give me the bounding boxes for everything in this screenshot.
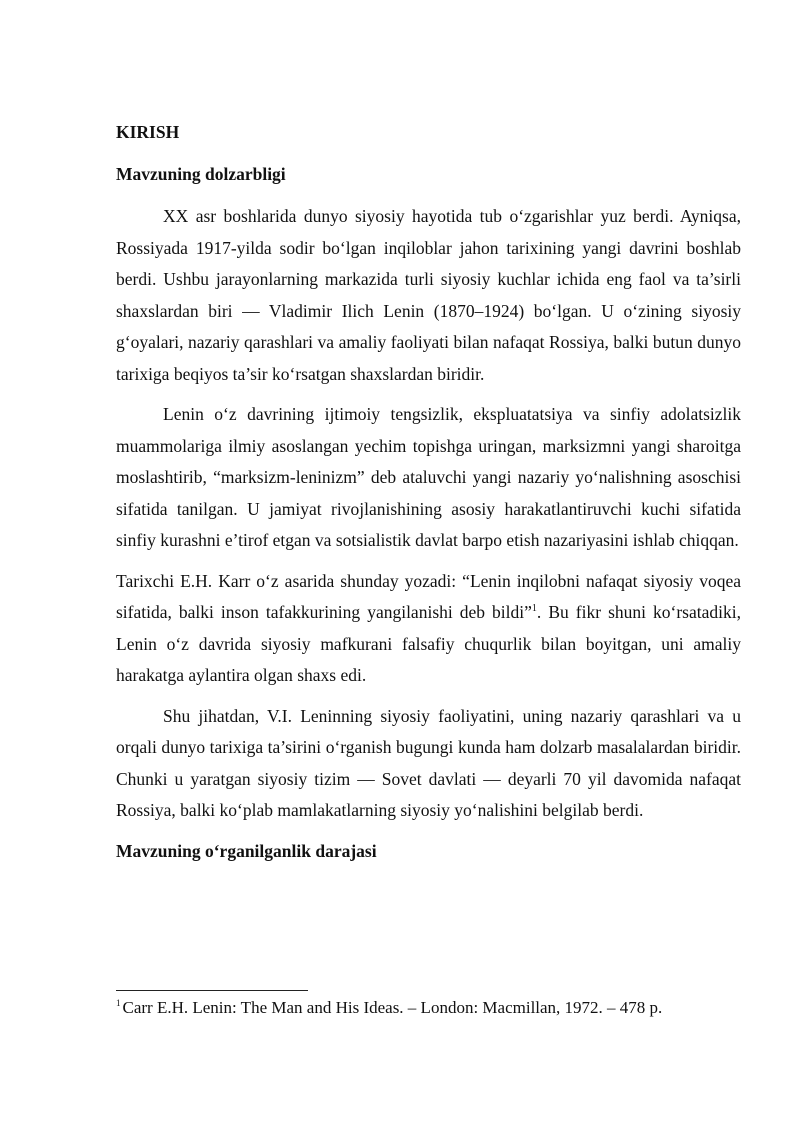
footnote-divider: [116, 990, 308, 991]
section-heading-relevance: Mavzuning dolzarbligi: [116, 164, 286, 184]
paragraph-3-text-after: . Bu fikr shuni ko‘rsatadiki, Lenin o‘z davrida siyosiy mafkurani falsafiy chuqurlik bilan boyitgan, uni amaliy harakatga aylantira olgan shaxs edi.: [116, 602, 741, 685]
section-heading-study-level: Mavzuning o‘rganilganlik darajasi: [116, 840, 377, 861]
page-body: [116, 117, 741, 867]
paragraph-3-text-before: Tarixchi E.H. Karr o‘z asarida shunday yozadi: “Lenin inqilobni nafaqat siyosiy voqea sifatida, balki inson tafakkurining yangilanishi deb bildi”: [116, 570, 741, 622]
paragraph-3: [116, 566, 741, 692]
footnote-reference[interactable]: 1: [531, 603, 537, 615]
footnote: [116, 996, 756, 1020]
paragraph-4: Shu jihatdan, V.I. Leninning siyosiy faoliyatini, uning nazariy qarashlari va u orqali dunyo tarixiga ta’sirini o‘rganish bugungi kunda ham dolzarb masalalardan biridir. Chunki u yaratgan siyosiy tizim — Sovet davlati — deyarli 70 yil davomida nafaqat Rossiya, balki ko‘plab mamlakatlarning siyosiy yo‘nalishini belgilab berdi.: [116, 705, 741, 820]
footnote-text: Carr E.H. Lenin: The Man and His Ideas. – London: Macmillan, 1972. – 478 p.: [122, 998, 663, 1017]
paragraph-1: XX asr boshlarida dunyo siyosiy hayotida tub o‘zgarishlar yuz berdi. Ayniqsa, Rossiyada 1917-yilda sodir bo‘lgan inqiloblar jahon tarixining yangi davrini boshlab berdi. Ushbu jarayonlarning markazida turli siyosiy kuchlar ichida eng faol va ta’sirli shaxslardan biri — Vladimir Ilich Lenin (1870–1924) bo‘lgan. U o‘zining siyosiy g‘oyalari, nazariy qarashlari va amaliy faoliyati bilan nafaqat Rossiya, balki butun dunyo tarixiga beqiyos ta’sir ko‘rsatgan shaxslardan biridir.: [116, 206, 741, 384]
page-title: KIRISH: [116, 122, 180, 142]
paragraph-2: Lenin o‘z davrining ijtimoiy tengsizlik, ekspluatatsiya va sinfiy adolatsizlik muammolariga ilmiy asoslangan yechim topishga uringan, marksizmni yangi sharoitga moslashtirib, “marksizm-leninizm” deb ataluvchi yangi nazariy yo‘nalishning asoschisi sifatida tanilgan. U jamiyat rivojlanishining asosiy harakatlantiruvchi kuchi sifatida sinfiy kurashni e’tirof etgan va sotsialistik davlat barpo etish nazariyasini ishlab chiqqan.: [116, 404, 741, 550]
footnote-number: 1: [116, 998, 121, 1009]
